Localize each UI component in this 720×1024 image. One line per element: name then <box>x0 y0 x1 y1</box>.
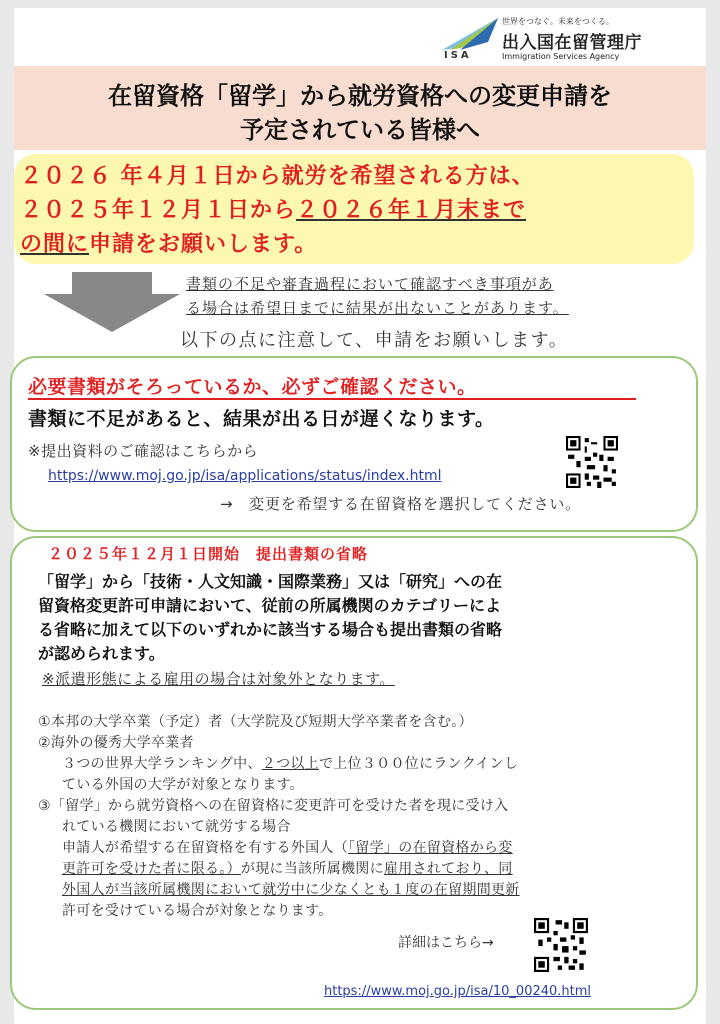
agency-name-en: Immigration Services Agency <box>502 52 620 61</box>
title-line-1: 在留資格「留学」から就労資格への変更申請を <box>108 82 612 110</box>
caution-line-1: 書類の不足や審査過程において確認すべき事項があ <box>186 275 554 293</box>
detail-text: が現に当該所属機関に <box>240 861 384 877</box>
condition-item-3-detail-2 <box>38 859 688 880</box>
condition-item-2: ②海外の優秀大学卒業者 <box>38 735 194 751</box>
agency-tagline: 世界をつなぐ。未来をつくる。 <box>502 17 614 26</box>
omission-description <box>38 570 678 666</box>
select-status-instruction: → 変更を希望する在留資格を選択してください。 <box>220 495 581 513</box>
isa-text: ISA <box>444 50 472 61</box>
condition-item-1: ①本邦の大学卒業（予定）者（大学院及び短期大学卒業者を含む。） <box>38 714 473 730</box>
omission-desc-line: 留資格変更許可申請において、従前の所属機関のカテゴリーによ <box>38 596 502 615</box>
condition-item-3-detail <box>38 838 688 859</box>
omission-conditions-list <box>38 712 688 922</box>
warning-underline <box>28 398 636 400</box>
detail-underlined: 雇用されており、同 <box>383 861 513 877</box>
agency-logo <box>440 14 680 66</box>
qr-code-1[interactable] <box>566 436 618 488</box>
details-link-label: 詳細はこちら→ <box>398 935 494 951</box>
documents-check-guide: ※提出資料のご確認はこちらから <box>28 442 259 460</box>
deadline-period: の間に <box>20 232 90 257</box>
omission-desc-line: が認められます。 <box>38 644 165 663</box>
detail-underlined: 「留学」の在留資格から変 <box>348 840 513 856</box>
dispatch-exclusion-note: ※派遣形態による雇用の場合は対象外となります。 <box>42 670 395 688</box>
isa-logo-icon <box>440 16 500 52</box>
omission-desc-line: 「留学」から「技術・人文知識・国際業務」又は「研究」への在 <box>38 572 503 591</box>
page-edge-top <box>0 0 720 8</box>
title-line-2: 予定されている皆様へ <box>240 116 480 144</box>
condition-item-3-cont: れている機関において就労する場合 <box>62 819 291 835</box>
deadline-start: ２０２５年１２月１日から <box>20 198 297 223</box>
deadline-line-3 <box>20 228 700 262</box>
ranking-text: ３つの世界大学ランキング中、 <box>62 756 262 772</box>
page-edge-right <box>706 0 720 1024</box>
ranking-text-end: で上位３００位にランクインし <box>318 756 519 772</box>
caution-line-2: る場合は希望日までに結果が出ないことがあります。 <box>186 299 569 317</box>
deadline-request: 申請をお願いします。 <box>89 232 318 257</box>
condition-item-2-detail <box>38 754 688 775</box>
title-band <box>14 66 706 150</box>
qr-code-2[interactable] <box>534 918 588 972</box>
ranking-count: ２つ以上 <box>261 756 319 772</box>
condition-item-3-detail-3: 外国人が当該所属機関において就労中に少なくとも１度の在留期間更新 <box>62 882 520 898</box>
detail-text: 申請人が希望する在留資格を有する外国人（ <box>62 840 348 856</box>
omission-heading: ２０２５年１２月１日開始 提出書類の省略 <box>48 545 369 563</box>
request-note: 以下の点に注意して、申請をお願いします。 <box>180 330 569 351</box>
caution-note <box>186 272 569 320</box>
deadline-end: ２０２６年１月末まで <box>296 198 527 223</box>
down-arrow-icon <box>42 272 182 334</box>
condition-item-3: ③「留学」から就労資格への在留資格に変更許可を受けた者を現に受け入 <box>38 798 509 814</box>
deadline-line-1: ２０２６ 年４月１日から就労を希望される方は、 <box>20 164 535 189</box>
omission-details-link[interactable]: https://www.moj.go.jp/isa/10_00240.html <box>324 984 592 999</box>
status-applications-link[interactable]: https://www.moj.go.jp/isa/applications/status/index.html <box>48 468 442 484</box>
condition-item-2-detail-2: ている外国の大学が対象となります。 <box>62 777 304 793</box>
detail-underlined: 更許可を受けた者に限る。） <box>62 861 241 877</box>
documents-check-warning: 必要書類がそろっているか、必ずご確認ください。 <box>28 376 477 398</box>
deadline-text <box>20 160 700 262</box>
condition-item-3-detail-4: 許可を受けている場合が対象となります。 <box>62 903 333 919</box>
agency-name: 出入国在留管理庁 <box>502 33 642 53</box>
documents-delay-warning: 書類に不足があると、結果が出る日が遅くなります。 <box>28 408 495 430</box>
omission-desc-line: る省略に加えて以下のいずれかに該当する場合も提出書類の省略 <box>38 620 503 639</box>
deadline-line-2 <box>20 194 700 228</box>
